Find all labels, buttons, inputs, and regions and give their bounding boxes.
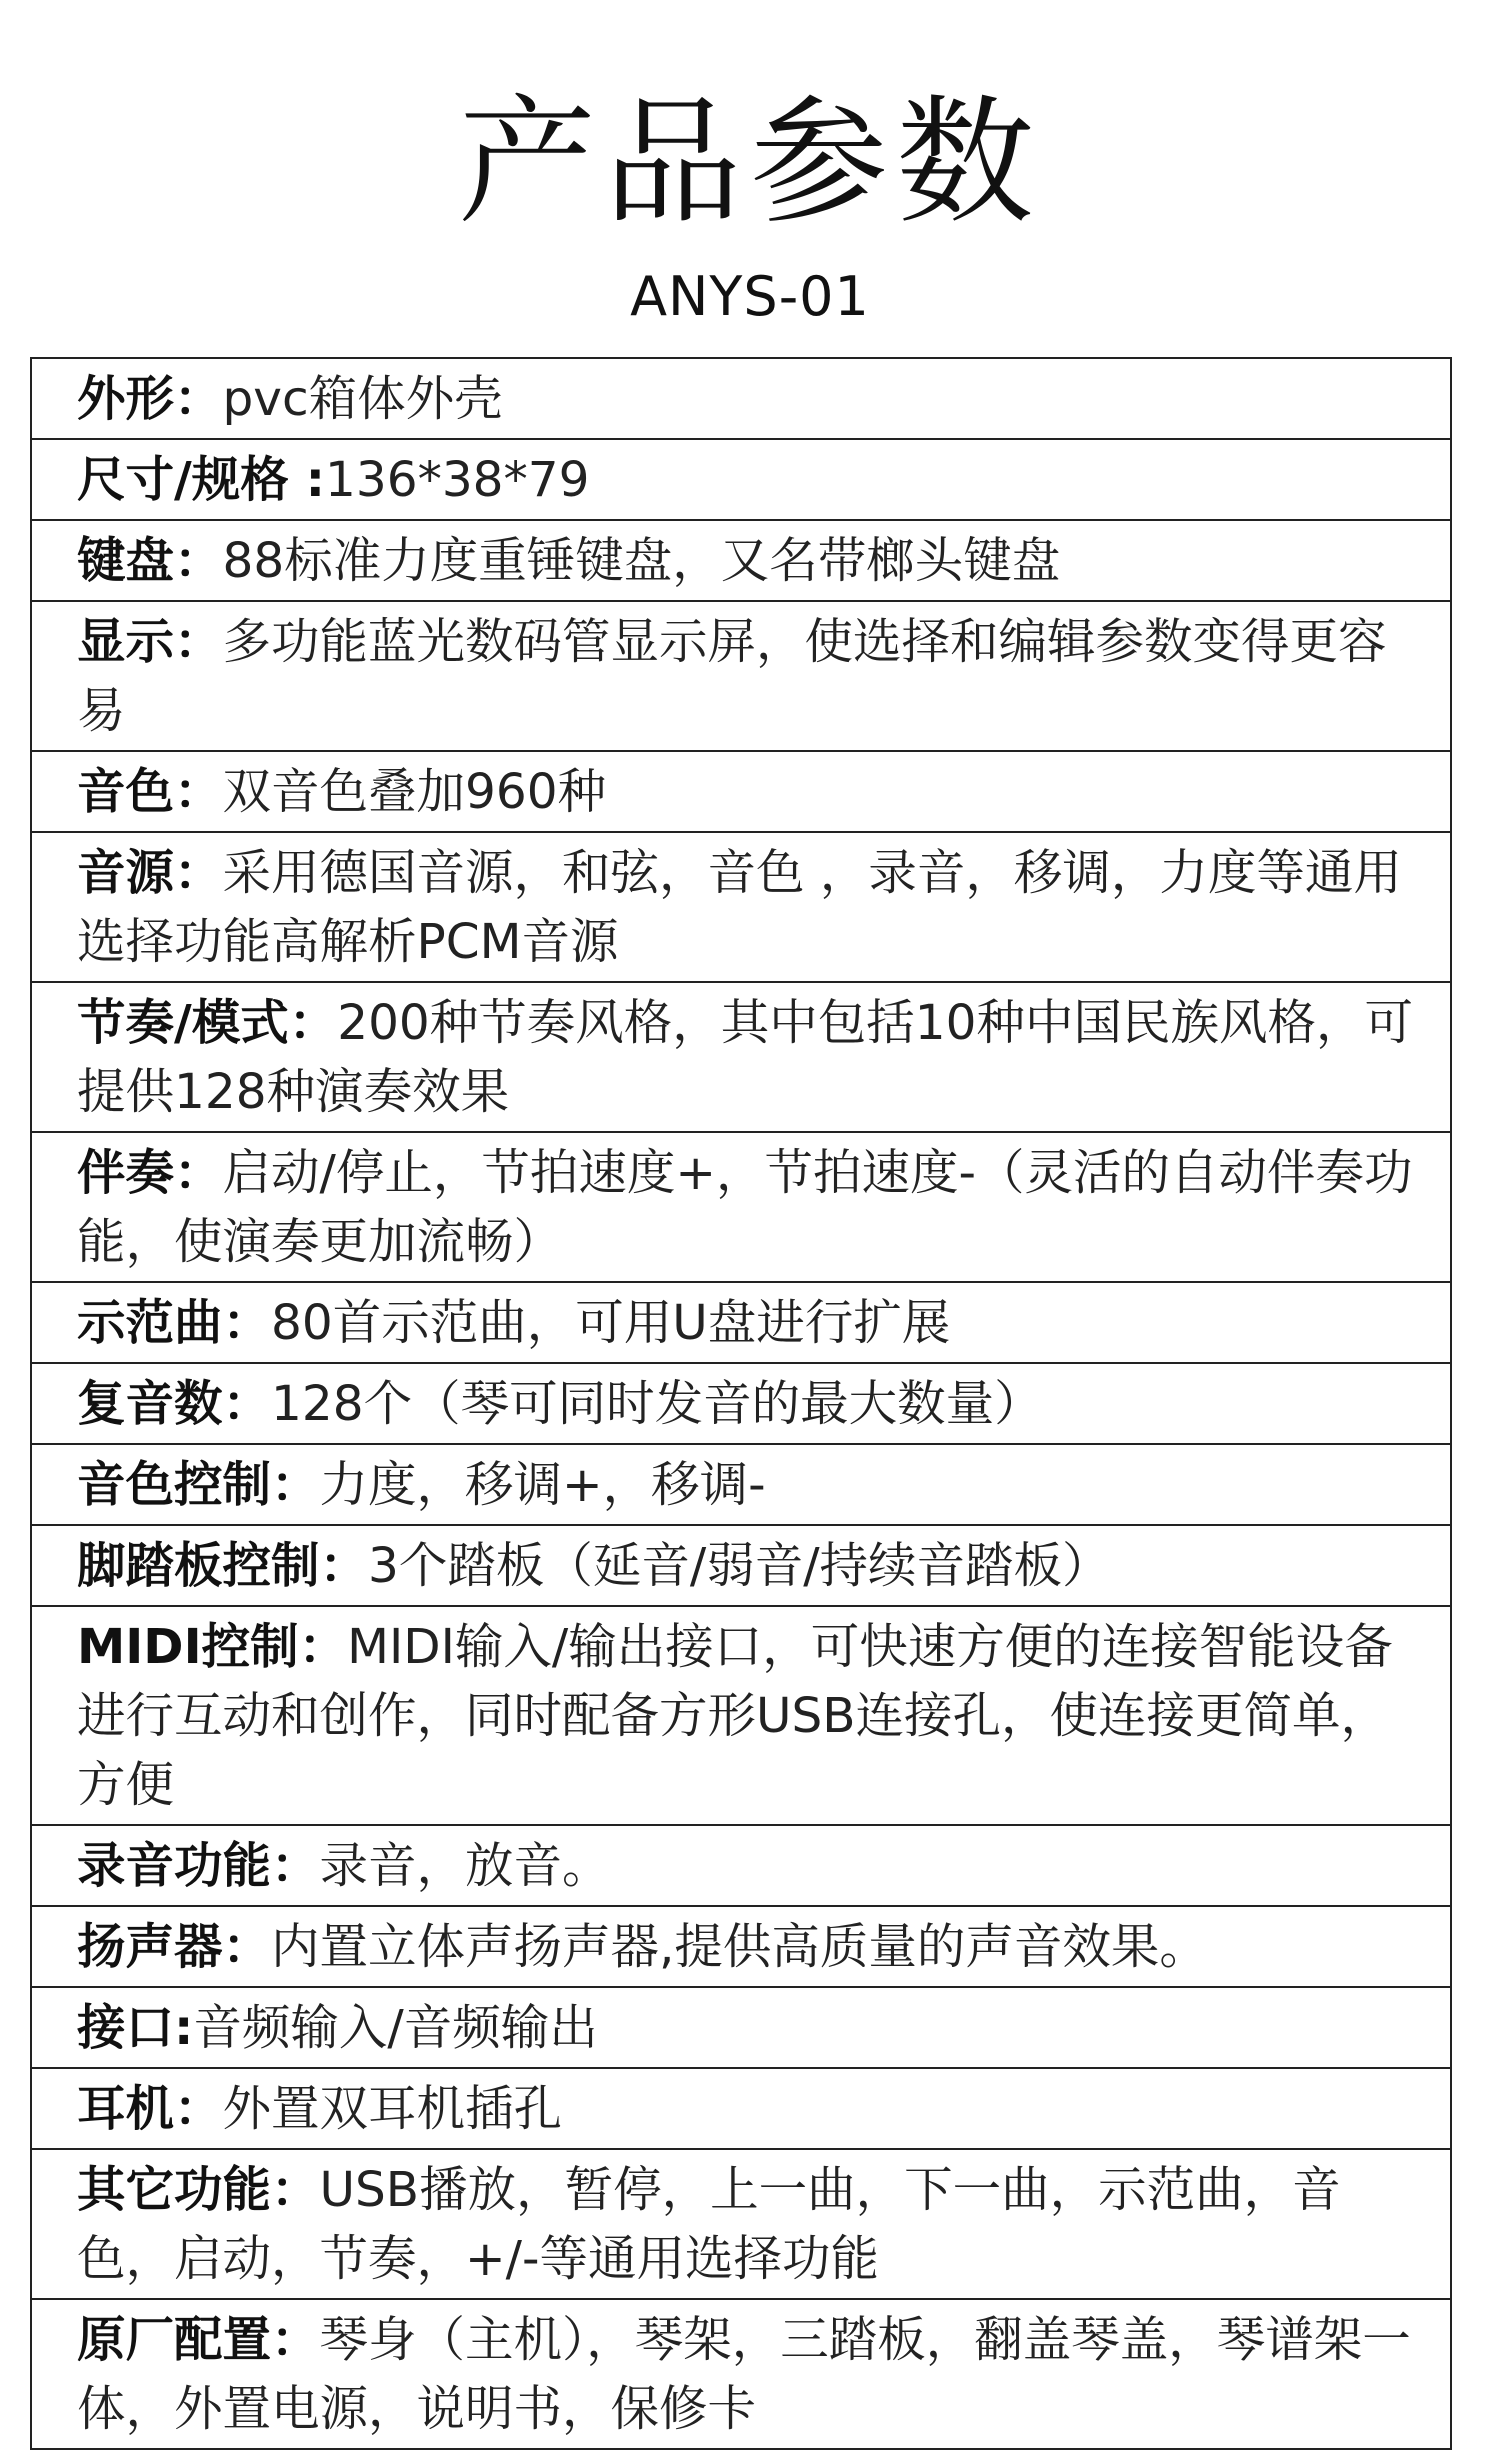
spec-label: 脚踏板控制： — [77, 1538, 369, 1594]
spec-value: 双音色叠加960种 — [222, 764, 607, 820]
spec-row-shape — [32, 359, 1450, 440]
page-title: 产品参数 — [457, 82, 1042, 243]
spec-row-headphones — [32, 2069, 1450, 2150]
spec-row-sound-source — [32, 833, 1450, 983]
spec-row-speakers — [32, 1907, 1450, 1988]
spec-label: 键盘： — [77, 533, 223, 589]
spec-label: 伴奏： — [77, 1145, 223, 1201]
spec-value: 录音，放音。 — [319, 1838, 611, 1894]
spec-table — [30, 357, 1452, 2450]
spec-value: 136*38*79 — [325, 452, 590, 508]
spec-value: 128个（琴可同时发音的最大数量） — [271, 1376, 1043, 1432]
spec-row-keyboard — [32, 521, 1450, 602]
spec-label: 示范曲： — [77, 1295, 272, 1351]
spec-label: 显示： — [77, 614, 223, 670]
spec-value: 多功能蓝光数码管显示屏，使选择和编辑参数变得更容易 — [77, 614, 1387, 739]
spec-value: 力度，移调+，移调- — [319, 1457, 766, 1513]
spec-label: 录音功能： — [77, 1838, 320, 1894]
spec-row-size — [32, 440, 1450, 521]
spec-row-other-functions — [32, 2150, 1450, 2300]
spec-row-polyphony — [32, 1364, 1450, 1445]
spec-value: pvc箱体外壳 — [222, 371, 503, 427]
spec-value: 琴身（主机），琴架，三踏板，翻盖琴盖，琴谱架一体，外置电源，说明书，保修卡 — [77, 2312, 1411, 2437]
spec-label: 外形： — [77, 371, 223, 427]
spec-label: 音源： — [77, 845, 223, 901]
spec-value: 采用德国音源，和弦，音色 ，录音，移调，力度等通用选择功能高解析PCM音源 — [77, 845, 1402, 970]
spec-label: 音色控制： — [77, 1457, 320, 1513]
spec-label: MIDI控制： — [77, 1619, 348, 1675]
spec-row-pedal-control — [32, 1526, 1450, 1607]
spec-label: 耳机： — [77, 2081, 223, 2137]
spec-value: 3个踏板（延音/弱音/持续音踏板） — [368, 1538, 1111, 1594]
spec-row-midi-control — [32, 1607, 1450, 1826]
spec-row-interfaces — [32, 1988, 1450, 2069]
spec-label: 其它功能： — [77, 2162, 320, 2218]
spec-label: 尺寸/规格 : — [77, 452, 325, 508]
spec-label: 复音数： — [77, 1376, 272, 1432]
spec-value: 88标准力度重锤键盘，又名带榔头键盘 — [222, 533, 1061, 589]
spec-row-accompaniment — [32, 1133, 1450, 1283]
spec-value: 80首示范曲，可用U盘进行扩展 — [271, 1295, 951, 1351]
spec-row-recording — [32, 1826, 1450, 1907]
spec-row-factory-config — [32, 2300, 1450, 2450]
spec-label: 节奏/模式： — [77, 995, 338, 1051]
spec-value: 200种节奏风格，其中包括10种中国民族风格，可提供128种演奏效果 — [77, 995, 1414, 1120]
spec-label: 扬声器： — [77, 1919, 272, 1975]
spec-value: 外置双耳机插孔 — [222, 2081, 563, 2137]
spec-value: 音频输入/音频输出 — [193, 2000, 598, 2056]
spec-value: 启动/停止，节拍速度+，节拍速度-（灵活的自动伴奏功能，使演奏更加流畅） — [77, 1145, 1413, 1270]
spec-row-demo-songs — [32, 1283, 1450, 1364]
spec-label: 接口: — [77, 2000, 194, 2056]
spec-row-rhythm — [32, 983, 1450, 1133]
spec-label: 音色： — [77, 764, 223, 820]
spec-value: USB播放，暂停，上一曲，下一曲，示范曲，音色，启动，节奏，+/-等通用选择功能 — [77, 2162, 1341, 2287]
spec-label: 原厂配置： — [77, 2312, 320, 2368]
spec-row-tone-control — [32, 1445, 1450, 1526]
spec-row-tones — [32, 752, 1450, 833]
spec-value: 内置立体声扬声器,提供高质量的声音效果。 — [271, 1919, 1208, 1975]
spec-value: MIDI输入/输出接口，可快速方便的连接智能设备进行互动和创作，同时配备方形USB连接孔，使连接更简单，方便 — [77, 1619, 1393, 1813]
model-code: ANYS-01 — [630, 265, 870, 328]
spec-row-display — [32, 602, 1450, 752]
